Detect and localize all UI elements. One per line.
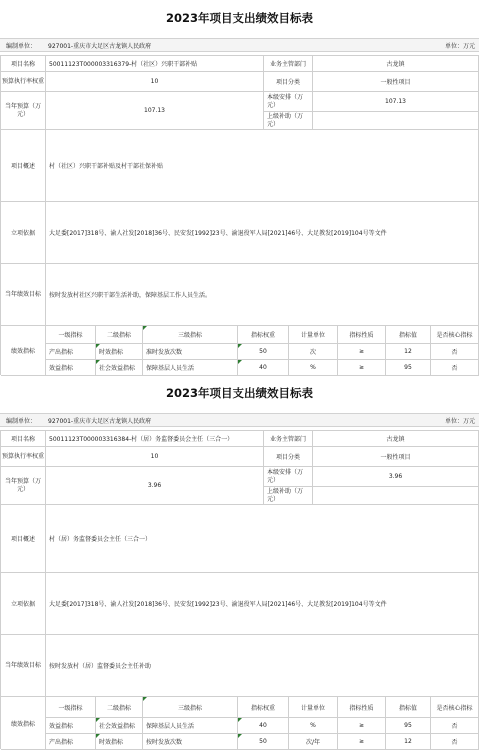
upper-level-label: 上级补助（万元） <box>264 487 313 505</box>
indicator-cell-core: 否 <box>431 734 479 750</box>
indicator-cell-core: 否 <box>431 718 479 734</box>
overview-value: 村（居）务监督委员会主任（三合一） <box>46 505 479 573</box>
indicator-header-value: 指标值 <box>386 697 431 718</box>
unit-value: 927001-重庆市大足区古龙镇人民政府 <box>48 418 152 425</box>
basis-label: 立项依据 <box>1 202 46 264</box>
category-label: 项目分类 <box>264 72 313 92</box>
this-level-label: 本级安排（万元） <box>264 92 313 112</box>
indicator-cell-level1: 产出指标 <box>46 344 96 360</box>
unit-label: 编制单位： <box>6 418 37 425</box>
indicator-header-core: 是否核心指标 <box>431 697 479 718</box>
indicator-cell-level2: 社会效益指标 <box>96 360 143 376</box>
indicator-header-weight: 指标权重 <box>238 326 289 344</box>
indicator-cell-level3: 按时发放次数 <box>143 734 238 750</box>
indicator-cell-level1: 产出指标 <box>46 734 96 750</box>
dept-value: 古龙镇 <box>313 56 479 72</box>
project-name-value: 50011123T000003316384-村（居）务监督委员会主任（三合一） <box>46 431 264 447</box>
table-title: 2023年项目支出绩效目标表 <box>165 386 313 400</box>
indicator-cell-nature: ≥ <box>338 718 386 734</box>
table-grid <box>0 55 479 375</box>
indicator-cell-value: 95 <box>386 718 431 734</box>
indicator-cell-core: 否 <box>431 344 479 360</box>
this-level-value: 3.96 <box>313 467 479 487</box>
indicator-cell-weight: 50 <box>238 344 289 360</box>
indicator-header-level1: 一级指标 <box>46 326 96 344</box>
upper-level-value <box>313 112 479 130</box>
indicator-cell-core: 否 <box>431 360 479 376</box>
currency-label: 单位：万元 <box>444 418 475 425</box>
indicator-header-level3: 三级指标 <box>143 697 238 718</box>
project-name-value: 50011123T000003316379-村（社区）兴职干部补贴 <box>46 56 264 72</box>
goal-label: 当年绩效目标 <box>1 264 46 326</box>
performance-table-2 <box>0 375 479 749</box>
indicator-cell-value: 12 <box>386 344 431 360</box>
goal-value: 按时发放村社区兴职干部生活补助，保障基层工作人员生活。 <box>46 264 479 326</box>
indicator-cell-unit: 次 <box>289 344 338 360</box>
indicator-cell-level3: 准时发放次数 <box>143 344 238 360</box>
unit-row <box>0 38 479 52</box>
indicator-cell-unit: % <box>289 360 338 376</box>
unit-value: 927001-重庆市大足区古龙镇人民政府 <box>48 43 152 50</box>
indicator-label: 绩效指标 <box>1 697 46 750</box>
indicator-header-nature: 指标性质 <box>338 326 386 344</box>
indicator-header-level3: 三级指标 <box>143 326 238 344</box>
basis-label: 立项依据 <box>1 573 46 635</box>
indicator-cell-weight: 40 <box>238 360 289 376</box>
budget-value: 3.96 <box>46 467 264 505</box>
indicator-header-level1: 一级指标 <box>46 697 96 718</box>
budget-label: 当年预算（万元） <box>1 467 46 505</box>
indicator-header-core: 是否核心指标 <box>431 326 479 344</box>
indicator-cell-value: 95 <box>386 360 431 376</box>
indicator-cell-nature: ≥ <box>338 360 386 376</box>
indicator-label: 绩效指标 <box>1 326 46 376</box>
goal-value: 按时发放村（居）监督委员会主任补助 <box>46 635 479 697</box>
overview-label: 项目概述 <box>1 130 46 202</box>
indicator-cell-level2: 社会效益指标 <box>96 718 143 734</box>
indicator-cell-nature: ≥ <box>338 734 386 750</box>
overview-label: 项目概述 <box>1 505 46 573</box>
indicator-header-level2: 二级指标 <box>96 326 143 344</box>
weight-label: 预算执行率权重 <box>1 72 46 92</box>
dept-label: 业务主管部门 <box>264 431 313 447</box>
dept-value: 古龙镇 <box>313 431 479 447</box>
indicator-header-unit: 计量单位 <box>289 697 338 718</box>
upper-level-label: 上级补助（万元） <box>264 112 313 130</box>
indicator-header-value: 指标值 <box>386 326 431 344</box>
category-value: 一般性项目 <box>313 72 479 92</box>
indicator-cell-level1: 效益指标 <box>46 360 96 376</box>
indicator-cell-level3: 保障基层人员生活 <box>143 360 238 376</box>
currency-label: 单位：万元 <box>444 43 475 50</box>
upper-level-value <box>313 487 479 505</box>
basis-value: 大足委[2017]318号、渝人社发[2018]36号、民安发[1992]23号、渝退役军人局[2021]46号、大足教发[2019]104号等文件 <box>46 573 479 635</box>
goal-label: 当年绩效目标 <box>1 635 46 697</box>
indicator-header-unit: 计量单位 <box>289 326 338 344</box>
category-label: 项目分类 <box>264 447 313 467</box>
indicator-header-weight: 指标权重 <box>238 697 289 718</box>
table-grid <box>0 430 479 749</box>
indicator-cell-level2: 时效指标 <box>96 734 143 750</box>
indicator-cell-level3: 保障基层人员生活 <box>143 718 238 734</box>
indicator-cell-unit: 次/年 <box>289 734 338 750</box>
weight-label: 预算执行率权重 <box>1 447 46 467</box>
weight-value: 10 <box>46 447 264 467</box>
project-name-label: 项目名称 <box>1 431 46 447</box>
budget-value: 107.13 <box>46 92 264 130</box>
category-value: 一般性项目 <box>313 447 479 467</box>
this-level-label: 本级安排（万元） <box>264 467 313 487</box>
indicator-cell-level1: 效益指标 <box>46 718 96 734</box>
table-title: 2023年项目支出绩效目标表 <box>165 11 313 25</box>
indicator-cell-unit: % <box>289 718 338 734</box>
indicator-header-level2: 二级指标 <box>96 697 143 718</box>
this-level-value: 107.13 <box>313 92 479 112</box>
indicator-cell-level2: 时效指标 <box>96 344 143 360</box>
dept-label: 业务主管部门 <box>264 56 313 72</box>
indicator-cell-value: 12 <box>386 734 431 750</box>
indicator-header-nature: 指标性质 <box>338 697 386 718</box>
project-name-label: 项目名称 <box>1 56 46 72</box>
basis-value: 大足委[2017]318号、渝人社发[2018]36号、民安发[1992]23号、渝退役军人局[2021]46号、大足教发[2019]104号等文件 <box>46 202 479 264</box>
weight-value: 10 <box>46 72 264 92</box>
unit-label: 编制单位： <box>6 43 37 50</box>
indicator-cell-nature: ≥ <box>338 344 386 360</box>
unit-row <box>0 413 479 427</box>
budget-label: 当年预算（万元） <box>1 92 46 130</box>
overview-value: 村（社区）兴职干部补贴及村干部社保补贴 <box>46 130 479 202</box>
indicator-cell-weight: 50 <box>238 734 289 750</box>
indicator-cell-weight: 40 <box>238 718 289 734</box>
